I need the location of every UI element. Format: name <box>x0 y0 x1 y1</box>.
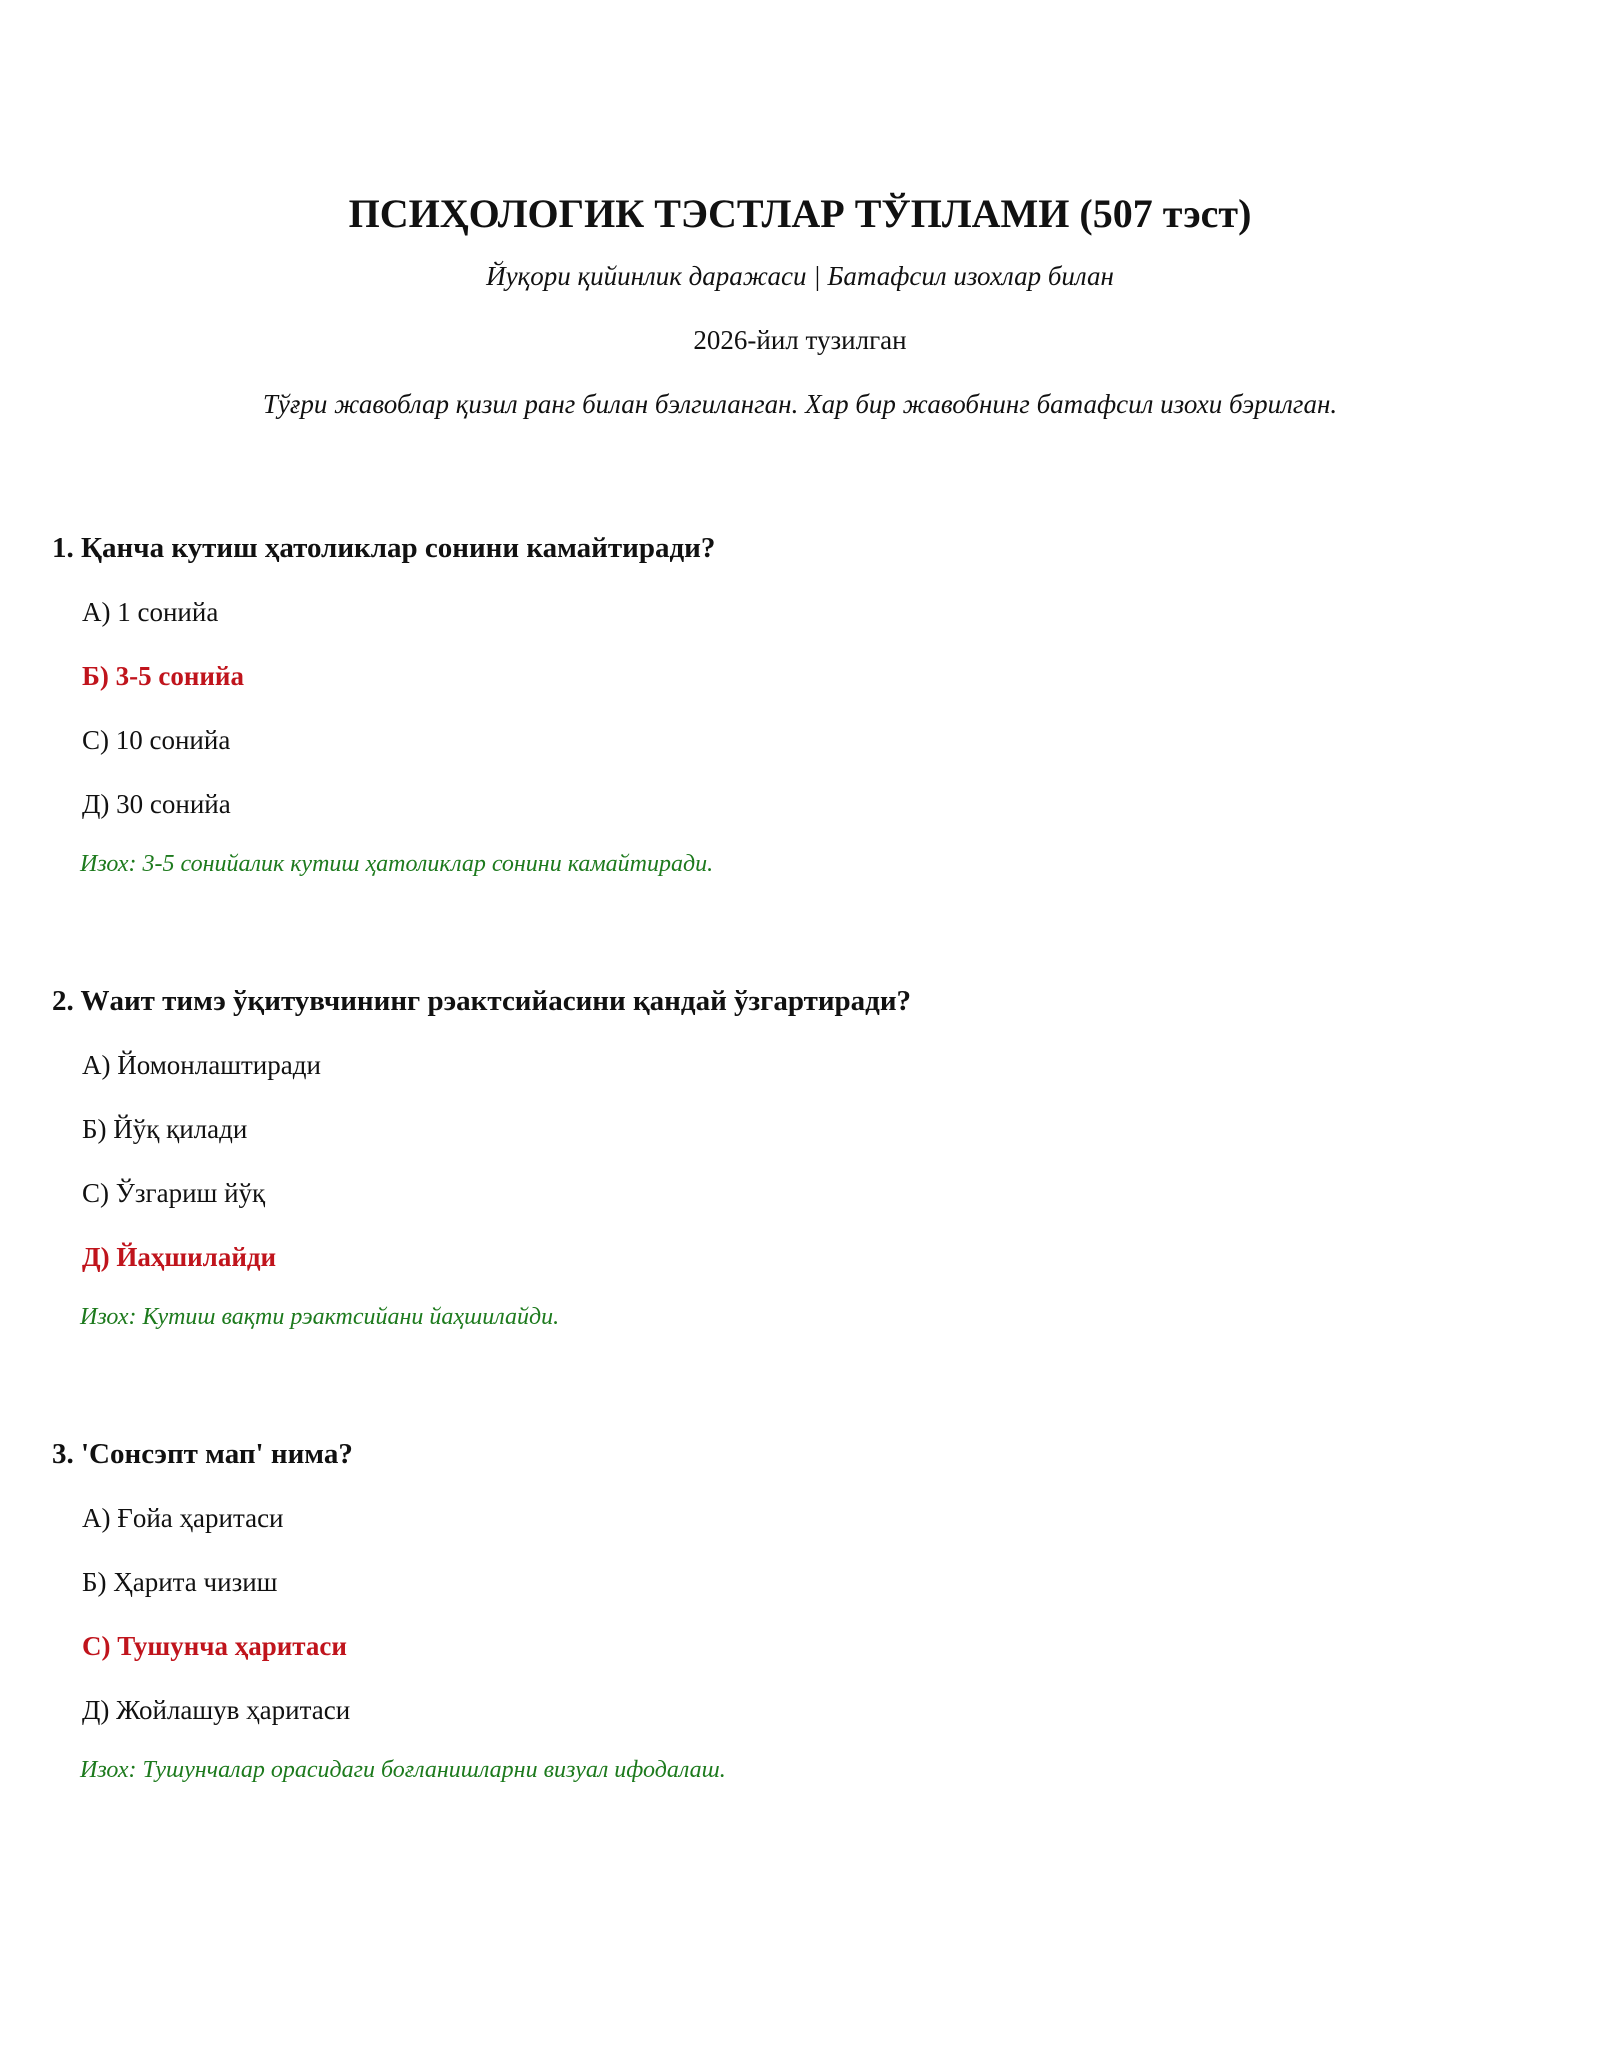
option-c: С) 10 сонийа <box>82 725 231 755</box>
option-c-correct: С) Тушунча ҳаритаси <box>82 1631 347 1661</box>
option-c: С) Ўзгариш йўқ <box>82 1178 266 1208</box>
option-a: А) Ғойа ҳаритаси <box>82 1503 284 1533</box>
question-block-3 <box>52 1430 1552 1790</box>
document-title: ПСИҲОЛОГИК ТЭСТЛАР ТЎПЛАМИ (507 тэст) <box>348 191 1252 236</box>
option-b: Б) Йўқ қилади <box>82 1114 248 1144</box>
question-block-1 <box>52 524 1552 884</box>
option-d: Д) Жойлашув ҳаритаси <box>82 1695 351 1725</box>
document-header <box>0 186 1600 428</box>
option-d: Д) 30 сонийа <box>82 789 231 819</box>
question-text: 3. 'Сонсэпт мап' нима? <box>52 1438 353 1470</box>
explanation-text: Изох: Кутиш вақти рэактсийани йаҳшилайди. <box>80 1304 560 1330</box>
option-b-correct: Б) 3-5 сонийа <box>82 661 244 691</box>
document-note: Тўғри жавоблар қизил ранг билан бэлгиланган. Хар бир жавобнинг батафсил изохи бэрилган. <box>262 389 1338 419</box>
option-a: А) Йомонлаштиради <box>82 1050 321 1080</box>
option-list <box>52 1494 1552 1734</box>
option-a: А) 1 сонийа <box>82 597 219 627</box>
document-year: 2026-йил тузилган <box>693 325 907 355</box>
option-b: Б) Ҳарита чизиш <box>82 1567 278 1597</box>
option-d-correct: Д) Йаҳшилайди <box>82 1242 277 1272</box>
question-text: 2. Wаит тимэ ўқитувчининг рэактсийасини қандай ўзгартиради? <box>52 985 912 1017</box>
explanation-text: Изох: Тушунчалар орасидаги боғланишларни визуал ифодалаш. <box>80 1757 726 1783</box>
explanation-text: Изох: 3-5 сонийалик кутиш ҳатоликлар сонини камайтиради. <box>80 851 714 877</box>
question-text: 1. Қанча кутиш ҳатоликлар сонини камайтиради? <box>52 532 716 564</box>
option-list <box>52 588 1552 828</box>
question-block-2 <box>52 977 1552 1337</box>
option-list <box>52 1041 1552 1281</box>
document-subtitle: Йуқори қийинлик даражаси | Батафсил изохлар билан <box>486 261 1114 291</box>
